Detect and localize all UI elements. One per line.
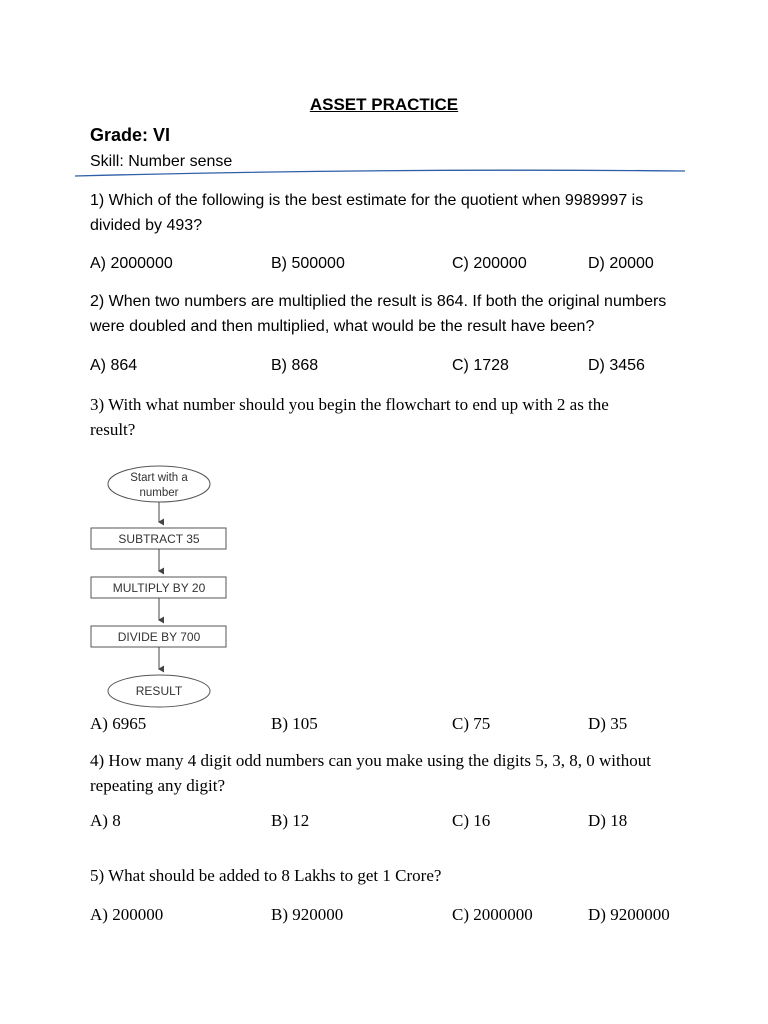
flowchart-step-subtract-label: SUBTRACT 35 [118,532,200,546]
header-divider [75,166,685,178]
question-4-option-a: A) 8 [90,811,121,830]
question-2-option-d: D) 3456 [588,357,645,374]
question-3-option-c: C) 75 [452,714,491,733]
question-5-option-d: D) 9200000 [588,905,670,924]
question-4-option-b: B) 12 [271,811,310,830]
question-5-option-b: B) 920000 [271,905,344,924]
question-1-text: 1) Which of the following is the best estimate for the quotient when 9989997 is divided by 493? [90,192,644,234]
question-1-option-c: C) 200000 [452,255,527,272]
question-5-option-c: C) 2000000 [452,905,533,924]
question-3-option-d: D) 35 [588,714,628,733]
question-4-text: 4) How many 4 digit odd numbers can you make using the digits 5, 3, 8, 0 without repeating any digit? [90,751,651,795]
flowchart [86,462,236,710]
flowchart-step-divide-label: DIVIDE BY 700 [117,630,201,644]
question-5-option-a: A) 200000 [90,905,164,924]
skill-label: Skill: Number sense [90,153,233,170]
question-4-option-d: D) 18 [588,811,628,830]
question-3-text: 3) With what number should you begin the flowchart to end up with 2 as the result? [90,395,609,439]
question-5-text: 5) What should be added to 8 Lakhs to get 1 Crore? [90,866,442,885]
question-2-text: 2) When two numbers are multiplied the result is 864. If both the original numbers were doubled and then multiplied, what would be the result have been? [90,293,667,335]
question-2-option-a: A) 864 [90,357,138,374]
flowchart-step-multiply-label: MULTIPLY BY 20 [112,581,206,595]
question-3-option-a: A) 6965 [90,714,147,733]
page-title: ASSET PRACTICE [309,95,459,114]
question-4-option-c: C) 16 [452,811,491,830]
question-2-option-c: C) 1728 [452,357,509,374]
grade-heading: Grade: VI [90,125,171,145]
flowchart-start-label-line2: number [139,487,179,499]
flowchart-result-label: RESULT [135,684,183,698]
question-3-option-b: B) 105 [271,714,318,733]
question-1-option-a: A) 2000000 [90,255,173,272]
question-2-option-b: B) 868 [271,357,319,374]
question-1-option-b: B) 500000 [271,255,345,272]
flowchart-start-label-line1: Start with a [130,472,188,484]
question-1-option-d: D) 20000 [588,255,654,272]
